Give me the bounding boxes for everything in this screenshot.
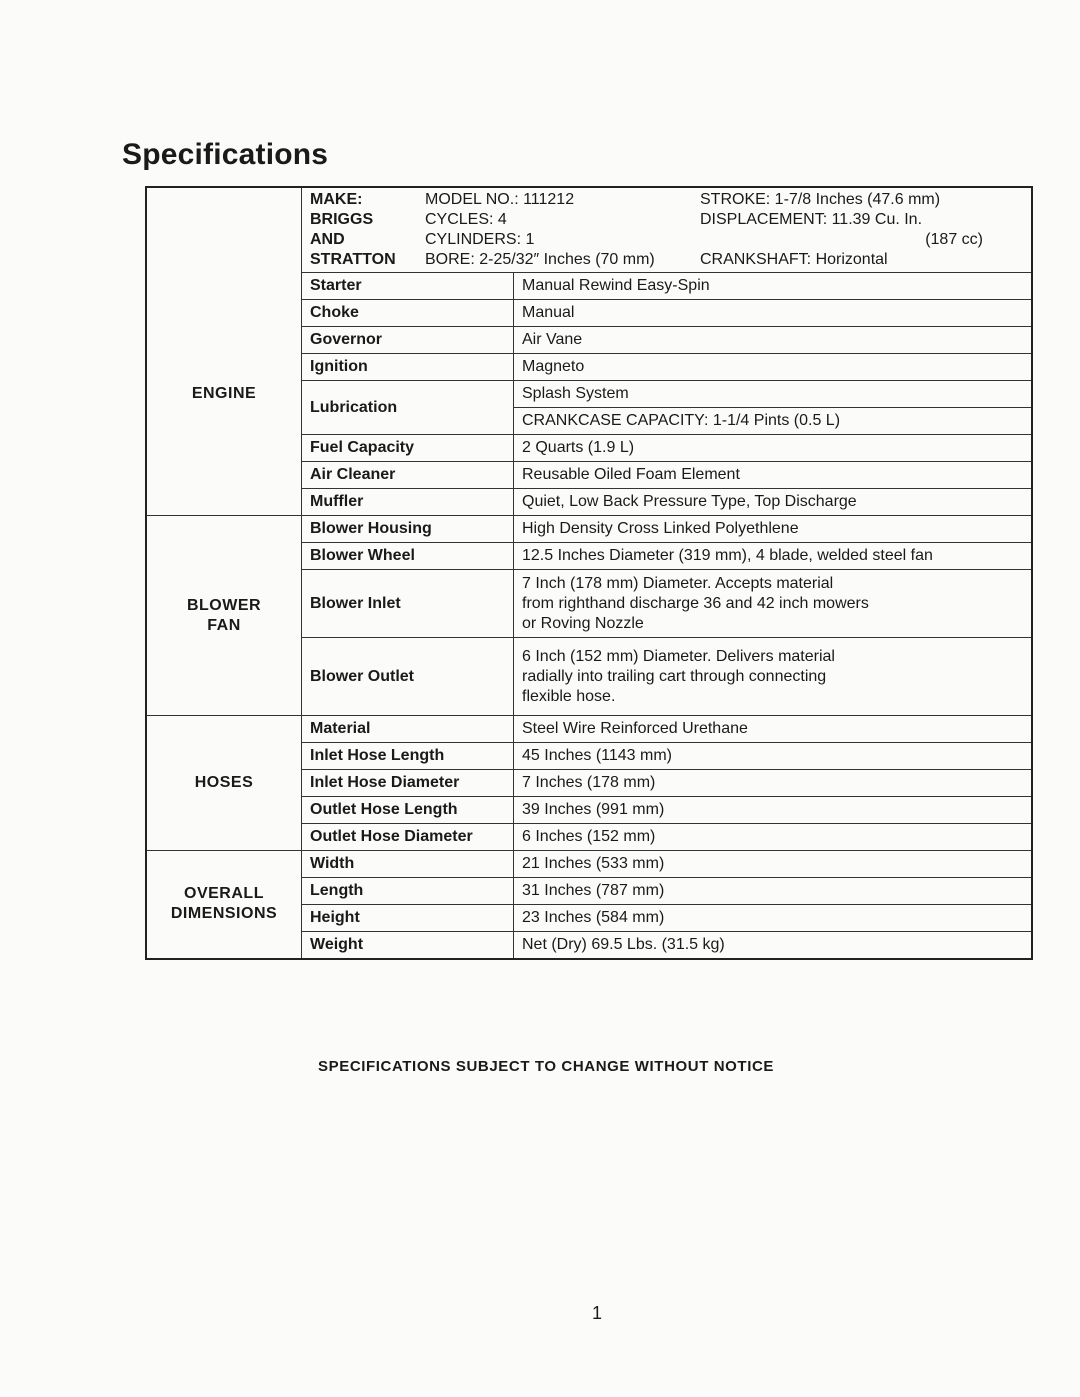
row-value: Manual Rewind Easy-Spin (514, 273, 1033, 300)
row-value: Steel Wire Reinforced Urethane (514, 716, 1033, 743)
table-row (146, 851, 1032, 878)
row-label: Blower Inlet (302, 570, 514, 638)
row-value: 23 Inches (584 mm) (514, 905, 1033, 932)
row-value: Manual (514, 300, 1033, 327)
make-stratton: STRATTON (310, 251, 396, 268)
row-label: Weight (302, 932, 514, 959)
make-briggs: BRIGGS (310, 211, 374, 228)
page-title: Specifications (122, 138, 329, 171)
header-empty-cell (146, 187, 302, 273)
displacement: DISPLACEMENT: 11.39 Cu. In. (700, 211, 923, 228)
row-value: 45 Inches (1143 mm) (514, 743, 1033, 770)
value-line: or Roving Nozzle (522, 614, 644, 632)
row-label: Starter (302, 273, 514, 300)
row-value: 2 Quarts (1.9 L) (514, 435, 1033, 462)
row-label: Fuel Capacity (302, 435, 514, 462)
row-value: Splash System (514, 381, 1033, 408)
value-line: flexible hose. (522, 687, 616, 705)
row-value: Air Vane (514, 327, 1033, 354)
row-label: Blower Outlet (302, 638, 514, 716)
cylinders: CYLINDERS: 1 (425, 231, 535, 248)
row-label: Ignition (302, 354, 514, 381)
row-label: Width (302, 851, 514, 878)
row-label: Lubrication (302, 381, 514, 435)
value-line: 6 Inch (152 mm) Diameter. Delivers material (522, 647, 835, 665)
category-label: BLOWER (186, 596, 262, 614)
row-label: Choke (302, 300, 514, 327)
make-label: MAKE: (310, 191, 363, 208)
cycles: CYCLES: 4 (425, 211, 507, 228)
category-label: HOSES (194, 774, 254, 791)
category-label: ENGINE (191, 384, 257, 402)
engine-make-block (302, 187, 1033, 273)
category-overall-dimensions (146, 851, 302, 959)
row-label: Height (302, 905, 514, 932)
row-label: Muffler (302, 489, 514, 516)
row-value-multiline (514, 570, 1033, 638)
row-value: Magneto (514, 354, 1033, 381)
row-value: High Density Cross Linked Polyethlene (514, 516, 1033, 543)
model-number: MODEL NO.: 111212 (425, 191, 575, 208)
row-value: 12.5 Inches Diameter (319 mm), 4 blade, welded steel fan (514, 543, 1033, 570)
category-hoses (146, 716, 302, 851)
make-and: AND (310, 231, 345, 248)
row-value: Reusable Oiled Foam Element (514, 462, 1033, 489)
category-blower-fan (146, 516, 302, 716)
row-label: Inlet Hose Diameter (302, 770, 514, 797)
row-value: 39 Inches (991 mm) (514, 797, 1033, 824)
category-label: OVERALL (184, 885, 264, 903)
engine-header-row (146, 187, 1032, 273)
row-value-multiline (514, 638, 1033, 716)
category-label: FAN (207, 616, 241, 634)
row-value: 6 Inches (152 mm) (514, 824, 1033, 851)
row-value: 21 Inches (533 mm) (514, 851, 1033, 878)
row-label: Blower Housing (302, 516, 514, 543)
bore: BORE: 2-25/32″ Inches (70 mm) (425, 251, 655, 268)
displacement-cc: (187 cc) (925, 231, 983, 248)
row-label: Length (302, 878, 514, 905)
table-row (146, 716, 1032, 743)
crankshaft: CRANKSHAFT: Horizontal (700, 251, 888, 268)
row-value: 7 Inches (178 mm) (514, 770, 1033, 797)
page-number: 1 (592, 1303, 603, 1323)
row-value: Net (Dry) 69.5 Lbs. (31.5 kg) (514, 932, 1033, 959)
row-label: Outlet Hose Diameter (302, 824, 514, 851)
value-line: from righthand discharge 36 and 42 inch mowers (522, 594, 869, 612)
category-label: DIMENSIONS (170, 905, 278, 923)
category-engine (146, 273, 302, 516)
row-label: Air Cleaner (302, 462, 514, 489)
row-value: 31 Inches (787 mm) (514, 878, 1033, 905)
row-label: Outlet Hose Length (302, 797, 514, 824)
table-row (146, 273, 1032, 300)
value-line: 7 Inch (178 mm) Diameter. Accepts material (522, 574, 834, 592)
table-row (146, 516, 1032, 543)
specifications-table (145, 186, 1033, 960)
row-value: Quiet, Low Back Pressure Type, Top Discharge (514, 489, 1033, 516)
row-label: Blower Wheel (302, 543, 514, 570)
row-label: Governor (302, 327, 514, 354)
value-line: radially into trailing cart through connecting (522, 667, 827, 685)
stroke: STROKE: 1-7/8 Inches (47.6 mm) (700, 191, 941, 208)
row-label: Inlet Hose Length (302, 743, 514, 770)
row-value-secondary: CRANKCASE CAPACITY: 1-1/4 Pints (0.5 L) (514, 408, 1033, 435)
footer-notice: SPECIFICATIONS SUBJECT TO CHANGE WITHOUT NOTICE (318, 1058, 774, 1075)
row-label: Material (302, 716, 514, 743)
